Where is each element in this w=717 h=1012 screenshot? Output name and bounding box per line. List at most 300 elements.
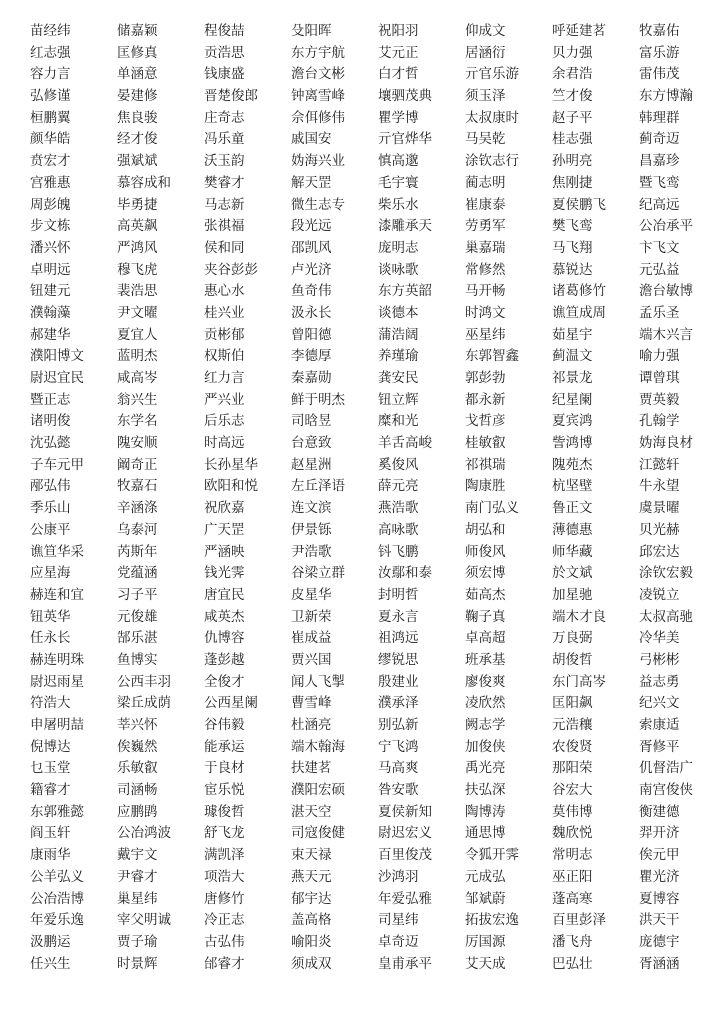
name-cell: 尉迟宏义 [378,825,432,841]
name-cell: 巫星纬 [465,326,506,342]
name-cell: 尉迟雨星 [30,673,84,689]
name-cell: 殷建业 [378,673,419,689]
name-cell: 汝鄢和泰 [378,565,432,581]
name-cell: 晏建修 [117,88,158,104]
name-cell: 司寇俊健 [291,825,345,841]
name-cell: 马飞翔 [552,239,593,255]
name-cell: 马吴乾 [465,131,506,147]
name-cell: 夏侯鹏飞 [552,196,606,212]
name-cell: 百里彭泽 [552,912,606,928]
name-cell: 司晗昱 [291,413,332,429]
name-cell: 时景辉 [117,955,158,971]
name-cell: 慕容成和 [117,174,171,190]
name-cell: 胥涵涵 [639,955,680,971]
name-cell: 冷正志 [204,912,245,928]
name-cell: 牛永望 [639,478,680,494]
name-cell: 邰睿才 [204,955,245,971]
name-cell: 纪星阑 [552,391,593,407]
name-cell: 焦刚捷 [552,174,593,190]
name-cell: 隗安顺 [117,435,158,451]
name-cell: 夏博容 [639,890,680,906]
name-cell: 应星海 [30,565,71,581]
name-cell: 通思博 [465,825,506,841]
name-cell: 庞明志 [378,239,419,255]
name-cell: 牧嘉石 [117,478,158,494]
name-cell: 扶建茗 [291,760,332,776]
name-cell: 蓝明杰 [117,348,158,364]
name-cell: 南门弘义 [465,500,519,516]
name-cell: 谷宏大 [552,782,593,798]
name-cell: 赵星洲 [291,456,332,472]
name-cell: 强斌斌 [117,153,158,169]
name-cell: 公西星阑 [204,695,258,711]
name-cell: 纪兴文 [639,695,680,711]
name-cell: 瞿学博 [378,109,419,125]
name-cell: 农俊贤 [552,738,593,754]
name-cell: 桂兴业 [204,304,245,320]
name-cell: 茹高杰 [465,586,506,602]
name-cell: 鱼奇伟 [291,283,332,299]
name-cell: 蔺志明 [465,174,506,190]
name-cell: 祝欣嘉 [204,500,245,516]
name-cell: 凌欣然 [465,695,506,711]
name-cell: 祝阳羽 [378,23,419,38]
name-cell: 戴宇文 [117,847,158,863]
name-cell: 索康适 [639,717,680,732]
name-cell: 欧阳和悦 [204,478,258,494]
name-cell: 常修然 [465,261,506,277]
name-cell: 冯乐童 [204,131,245,147]
name-cell: 芮斯年 [117,543,158,559]
name-cell: 令狐开霁 [465,847,519,863]
name-cell: 燕天元 [291,868,332,884]
name-cell: 涂钦宏毅 [639,565,693,581]
name-cell: 亓官乐游 [465,66,519,82]
name-cell: 谷梁立群 [291,565,345,581]
name-cell: 洪天干 [639,912,680,928]
name-cell: 谭曾琪 [639,370,680,385]
name-cell: 邴弘伟 [30,478,71,494]
name-cell: 阎玉轩 [30,825,71,841]
name-cell: 桂志强 [552,131,593,147]
name-cell: 妫海良材 [639,435,693,451]
name-cell: 鲁正文 [552,500,593,516]
name-cell: 谯笪成周 [552,304,606,320]
name-cell: 唐修竹 [204,890,245,906]
name-cell: 俟巍然 [117,738,158,754]
name-cell: 沈弘懿 [30,435,71,451]
name-cell: 元俊雄 [117,608,158,624]
name-cell: 于良材 [204,760,245,776]
name-cell: 陶康胜 [465,478,506,494]
name-cell: 步文栋 [30,218,71,234]
name-cell: 红力言 [204,370,245,385]
name-cell: 弘修谨 [30,88,71,104]
name-cell: 祁景龙 [552,370,593,385]
name-cell: 师俊风 [465,543,506,559]
name-cell: 暨飞鸾 [639,174,680,190]
name-cell: 东门高岑 [552,673,606,689]
name-cell: 卞飞文 [639,239,680,255]
name-cell: 张祺福 [204,218,245,234]
name-cell: 匡阳飙 [552,695,593,711]
name-cell: 訾鸿博 [552,435,593,451]
name-cell: 孙明亮 [552,153,593,169]
name-cell: 晋楚俊郎 [204,88,258,104]
name-cell: 羿开济 [639,825,680,841]
name-cell: 梁丘成荫 [117,695,171,711]
name-cell: 羊舌高峻 [378,435,432,451]
name-cell: 樊飞鸾 [552,218,593,234]
name-cell: 毕勇捷 [117,196,158,212]
name-cell: 拓拔宏逸 [465,912,519,928]
name-cell: 柴乐水 [378,196,419,212]
name-cell: 封明哲 [378,586,419,602]
name-cell: 班承基 [465,651,506,667]
name-cell: 乜玉堂 [30,760,71,776]
name-cell: 闻人飞掣 [291,673,345,689]
name-cell: 冷华美 [639,630,680,646]
name-cell: 巴弘壮 [552,955,593,971]
name-cell: 时高远 [204,435,245,451]
name-cell: 益志勇 [639,673,680,689]
name-cell: 卢光济 [291,261,332,277]
name-cell: 艾天成 [465,955,506,971]
name-cell: 乌泰河 [117,521,158,537]
name-cell: 胡弘和 [465,521,506,537]
name-cell: 伊景铄 [291,521,332,537]
name-cell: 南宫俊侠 [639,782,693,798]
name-grid [30,20,717,974]
name-cell: 邱宏达 [639,543,680,559]
name-cell: 韩理群 [639,109,680,125]
name-cell: 余君浩 [552,66,593,82]
name-cell: 澹台文彬 [291,66,345,82]
name-cell: 戈哲彦 [465,413,506,429]
name-cell: 加俊侠 [465,738,506,754]
name-cell: 祁祺瑞 [465,456,506,472]
name-cell: 喻力强 [639,348,680,364]
name-cell: 孟乐圣 [639,304,680,320]
name-cell: 蓬高寒 [552,890,593,906]
name-cell: 元浩穰 [552,717,593,732]
name-cell: 尹文曜 [117,304,158,320]
name-cell: 夏侯新知 [378,803,432,819]
name-cell: 焦良骏 [117,109,158,125]
name-cell: 年爱弘雅 [378,890,432,906]
name-cell: 仇博容 [204,630,245,646]
name-cell: 盖高格 [291,912,332,928]
name-cell: 夹谷彭彭 [204,261,258,277]
name-cell: 贡彬郁 [204,326,245,342]
name-cell: 劳勇军 [465,218,506,234]
name-cell: 倪博达 [30,738,71,754]
name-cell: 皮星华 [291,586,332,602]
name-cell: 胡俊哲 [552,651,593,667]
name-cell: 秦嘉勋 [291,370,332,385]
name-cell: 常明志 [552,847,593,863]
name-cell: 郁宇达 [291,890,332,906]
name-cell: 亓官烨华 [378,131,432,147]
name-cell: 太叔康时 [465,109,519,125]
name-cell: 夏宜人 [117,326,158,342]
name-cell: 巢嘉瑞 [465,239,506,255]
name-cell: 钮立辉 [378,391,419,407]
name-cell: 公冶鸿波 [117,825,171,841]
name-cell: 夏宾鸿 [552,413,593,429]
name-cell: 党蕴涵 [117,565,158,581]
name-cell: 咸高岑 [117,370,158,385]
name-cell: 公西丰羽 [117,673,171,689]
name-cell: 康雨华 [30,847,71,863]
name-cell: 加星驰 [552,586,593,602]
name-cell: 段光远 [291,218,332,234]
name-cell: 蓟奇迈 [639,131,680,147]
name-cell: 左丘泽语 [291,478,345,494]
name-cell: 鞠子真 [465,608,506,624]
name-cell: 严涵映 [204,543,245,559]
name-cell: 贡浩思 [204,44,245,60]
name-cell: 侯和同 [204,239,245,255]
name-cell: 蓟温文 [552,348,593,364]
name-cell: 能承运 [204,738,245,754]
name-cell: 公冶承平 [639,218,693,234]
name-cell: 红志强 [30,44,71,60]
name-cell: 单涵意 [117,66,158,82]
name-cell: 虞景曜 [639,500,680,516]
name-cell: 任兴生 [30,955,71,971]
name-cell: 元弘益 [639,261,680,277]
name-cell: 於文斌 [552,565,593,581]
name-cell: 咸英杰 [204,608,245,624]
name-cell: 容力言 [30,66,71,82]
name-cell: 瞿光济 [639,868,680,884]
name-cell: 万良弼 [552,630,593,646]
name-cell: 咎安歌 [378,782,419,798]
name-cell: 澹台敏博 [639,283,693,299]
name-cell: 薄德惠 [552,521,593,537]
name-cell: 弓彬彬 [639,651,680,667]
name-cell: 项浩大 [204,868,245,884]
name-cell: 牧嘉佑 [639,23,680,38]
name-cell: 崔成益 [291,630,332,646]
name-cell: 富乐游 [639,44,680,60]
name-cell: 台意致 [291,435,332,451]
name-cell: 郝建华 [30,326,71,342]
name-cell: 钮建元 [30,283,71,299]
name-cell: 廖俊爽 [465,673,506,689]
name-cell: 东学名 [117,413,158,429]
name-cell: 佘佴修伟 [291,109,345,125]
name-cell: 隗苑杰 [552,456,593,472]
name-cell: 慎高邈 [378,153,419,169]
name-cell: 须玉泽 [465,88,506,104]
name-cell: 舒飞龙 [204,825,245,841]
name-cell: 贾兴国 [291,651,332,667]
name-cell: 卓奇迈 [378,933,419,949]
name-cell: 薛元亮 [378,478,419,494]
name-cell: 樊睿才 [204,174,245,190]
name-cell: 习子平 [117,586,158,602]
name-cell: 鱼博实 [117,651,158,667]
name-cell: 颜华皓 [30,131,71,147]
name-cell: 申屠明喆 [30,717,84,732]
name-cell: 东方宇航 [291,44,345,60]
name-cell: 白才哲 [378,66,419,82]
name-cell: 宫雅惠 [30,174,71,190]
name-cell: 全俊才 [204,673,245,689]
name-cell: 微生志专 [291,196,345,212]
name-cell: 潘飞舟 [552,933,593,949]
name-cell: 马志新 [204,196,245,212]
name-cell: 师华藏 [552,543,593,559]
name-cell: 束天禄 [291,847,332,863]
name-cell: 长孙星华 [204,456,258,472]
name-cell: 时鸿文 [465,304,506,320]
name-cell: 程俊喆 [204,23,245,38]
name-cell: 殳阳晖 [291,23,332,38]
name-cell: 居涵衍 [465,44,506,60]
name-cell: 裴浩思 [117,283,158,299]
name-cell: 苗经纬 [30,23,71,38]
name-cell: 俟元甲 [639,847,680,863]
name-cell: 凌锐立 [639,586,680,602]
name-cell: 周彭魄 [30,196,71,212]
name-cell: 陶博涛 [465,803,506,819]
name-cell: 后乐志 [204,413,245,429]
name-cell: 经才俊 [117,131,158,147]
name-cell: 杜涵亮 [291,717,332,732]
name-cell: 巫正阳 [552,868,593,884]
name-cell: 阚奇正 [117,456,158,472]
name-cell: 沃玉韵 [204,153,245,169]
name-cell: 籍睿才 [30,782,71,798]
name-cell: 邹斌蔚 [465,890,506,906]
name-cell: 谯笪华采 [30,543,84,559]
name-cell: 濮阳博文 [30,348,84,364]
name-cell: 宦乐悦 [204,782,245,798]
name-cell: 季乐山 [30,500,71,516]
name-cell: 唐宜民 [204,586,245,602]
name-cell: 衡建德 [639,803,680,819]
name-cell: 钟离雪峰 [291,88,345,104]
name-cell: 端木兴言 [639,326,693,342]
name-cell: 缪锐思 [378,651,419,667]
name-cell: 须成双 [291,955,332,971]
name-cell: 汲永长 [291,304,332,320]
name-cell: 年爱乐逸 [30,912,84,928]
name-cell: 穆飞虎 [117,261,158,277]
name-cell: 杭坚壁 [552,478,593,494]
name-cell: 赫连和宜 [30,586,84,602]
name-cell: 夏永言 [378,608,419,624]
name-cell: 慕锐达 [552,261,593,277]
name-cell: 宁飞鸿 [378,738,419,754]
name-cell: 濮阳宏硕 [291,782,345,798]
name-cell: 马开畅 [465,283,506,299]
name-cell: 公康平 [30,521,71,537]
name-cell: 任永长 [30,630,71,646]
name-cell: 桂敏叡 [465,435,506,451]
name-cell: 曹雪峰 [291,695,332,711]
name-cell: 端木翰海 [291,738,345,754]
name-cell: 湛天空 [291,803,332,819]
name-cell: 濮承泽 [378,695,419,711]
name-cell: 潘兴怀 [30,239,71,255]
name-cell: 昌嘉珍 [639,153,680,169]
name-cell: 元成弘 [465,868,506,884]
name-cell: 尹浩歌 [291,543,332,559]
name-cell: 禹光亮 [465,760,506,776]
name-cell: 卫新荣 [291,608,332,624]
name-cell: 皇甫承平 [378,955,432,971]
name-cell: 卓明远 [30,261,71,277]
name-cell: 诸葛修竹 [552,283,606,299]
name-cell: 竺才俊 [552,88,593,104]
name-cell: 卓高超 [465,630,506,646]
name-cell: 赵子平 [552,109,593,125]
name-cell: 贝力强 [552,44,593,60]
name-cell: 宰父明诚 [117,912,171,928]
name-cell: 雷伟茂 [639,66,680,82]
name-cell: 马高爽 [378,760,419,776]
name-cell: 蒲浩阔 [378,326,419,342]
name-cell: 厉国源 [465,933,506,949]
name-cell: 别弘新 [378,717,419,732]
name-cell: 钱光霁 [204,565,245,581]
name-cell: 公冶浩博 [30,890,84,906]
name-cell: 那阳荣 [552,760,593,776]
name-cell: 东郭雅懿 [30,803,84,819]
name-cell: 仉督浩广 [639,760,693,776]
name-cell: 曾阳德 [291,326,332,342]
name-cell: 广天罡 [204,521,245,537]
name-cell: 莘兴怀 [117,717,158,732]
name-cell: 古弘伟 [204,933,245,949]
name-cell: 高咏歌 [378,521,419,537]
name-cell: 赫连明珠 [30,651,84,667]
name-cell: 濮翰藻 [30,304,71,320]
name-cell: 李德厚 [291,348,332,364]
name-cell: 匡修真 [117,44,158,60]
name-cell: 钮英华 [30,608,71,624]
name-cell: 司星纬 [378,912,419,928]
name-cell: 都永新 [465,391,506,407]
name-cell: 呼延建茗 [552,23,606,38]
name-cell: 东方英韶 [378,283,432,299]
name-cell: 艾元正 [378,44,419,60]
name-cell: 惠心水 [204,283,245,299]
name-cell: 养瑾瑜 [378,348,419,364]
name-cell: 江懿轩 [639,456,680,472]
name-cell: 解天罡 [291,174,332,190]
name-cell: 阙志学 [465,717,506,732]
name-cell: 钱康盛 [204,66,245,82]
name-cell: 东郭智鑫 [465,348,519,364]
name-cell: 茹星宇 [552,326,593,342]
name-cell: 符浩大 [30,695,71,711]
name-cell: 喻阳炎 [291,933,332,949]
name-cell: 严鸿风 [117,239,158,255]
name-cell: 连文滨 [291,500,332,516]
name-cell: 壤驷茂典 [378,88,432,104]
name-cell: 奚俊风 [378,456,419,472]
name-cell: 扶弘深 [465,782,506,798]
name-cell: 魏欣悦 [552,825,593,841]
name-cell: 糜和光 [378,413,419,429]
name-cell: 郜乐湛 [117,630,158,646]
name-cell: 祖鸿远 [378,630,419,646]
